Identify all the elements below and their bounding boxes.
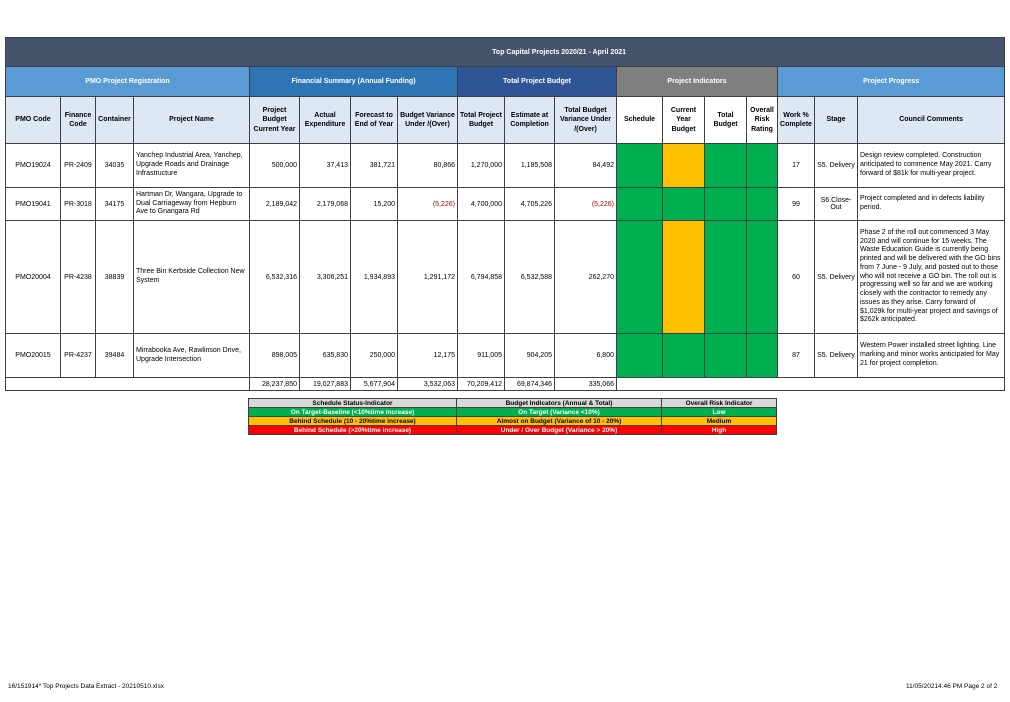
project-budget-cell: 6,532,316: [250, 221, 300, 334]
col-project-budget: Project Budget Current Year: [250, 97, 300, 144]
totals-row: [6, 378, 1005, 391]
actual-expenditure-cell: 3,306,251: [300, 221, 351, 334]
project-name-cell: Three Bin Kerbside Collection New System: [134, 221, 250, 334]
total-project-budget-cell: 911,005: [458, 334, 505, 378]
legend-risk-header: Overall Risk Indicator: [662, 399, 777, 408]
legend-schedule-header: Schedule Status-Indicator: [249, 399, 457, 408]
container-cell: 34035: [96, 144, 134, 188]
group-financial-summary: Financial Summary (Annual Funding): [250, 67, 458, 97]
risk-indicator: [747, 221, 778, 334]
total-total-variance-sum: 335,066: [555, 378, 617, 391]
finance-code-cell: PR-3018: [61, 188, 96, 221]
estimate-completion-cell: 1,185,508: [505, 144, 555, 188]
actual-expenditure-cell: 2,179,068: [300, 188, 351, 221]
comments-cell: Design review completed. Construction anticipated to commence May 2021. Carry forward of $81k for multi-year project.: [858, 144, 1005, 188]
legend-budget-red: Under / Over Budget (Variance > 20%): [457, 426, 662, 435]
footer-date-page: 11/05/20214:46 PM Page 2 of 2: [906, 683, 998, 690]
total-project-budget-sum: 28,237,850: [250, 378, 300, 391]
col-schedule: Schedule: [617, 97, 663, 144]
project-name-cell: Yanchep Industrial Area, Yanchep, Upgrade Roads and Drainage Infrastructure: [134, 144, 250, 188]
stage-cell: S5. Delivery: [815, 144, 858, 188]
estimate-completion-cell: 6,532,588: [505, 221, 555, 334]
schedule-indicator: [617, 188, 663, 221]
col-actual-expenditure: Actual Expenditure: [300, 97, 351, 144]
total-budget-indicator: [705, 144, 747, 188]
total-project-budget-cell: 1,270,000: [458, 144, 505, 188]
total-project-budget-cell: 4,700,000: [458, 188, 505, 221]
risk-indicator: [747, 188, 778, 221]
group-indicators: Project Indicators: [617, 67, 778, 97]
col-estimate-completion: Estimate at Completion: [505, 97, 555, 144]
project-budget-cell: 2,189,042: [250, 188, 300, 221]
container-cell: 34175: [96, 188, 134, 221]
col-work-complete: Work % Complete: [778, 97, 815, 144]
col-forecast: Forecast to End of Year: [351, 97, 398, 144]
col-council-comments: Council Comments: [858, 97, 1005, 144]
forecast-cell: 15,200: [351, 188, 398, 221]
col-overall-risk: Overall Risk Rating: [747, 97, 778, 144]
project-name-cell: Hartman Dr, Wangara, Upgrade to Dual Carriageway from Hepburn Ave to Gnangara Rd: [134, 188, 250, 221]
current-year-budget-indicator: [663, 334, 705, 378]
work-complete-cell: 99: [778, 188, 815, 221]
estimate-completion-cell: 4,705,226: [505, 188, 555, 221]
schedule-indicator: [617, 144, 663, 188]
total-budget-variance-sum: 3,532,063: [398, 378, 458, 391]
totals-spacer-right: [617, 378, 1005, 391]
column-header-row: [6, 97, 1005, 144]
finance-code-cell: PR-4238: [61, 221, 96, 334]
container-cell: 39484: [96, 334, 134, 378]
work-complete-cell: 87: [778, 334, 815, 378]
title-row: [6, 38, 1005, 67]
estimate-completion-cell: 904,205: [505, 334, 555, 378]
col-stage: Stage: [815, 97, 858, 144]
col-project-name: Project Name: [134, 97, 250, 144]
legend-amber-row: [249, 417, 777, 426]
legend-schedule-amber: Behind Schedule (10 - 20%time increase): [249, 417, 457, 426]
col-current-year-budget: Current Year Budget: [663, 97, 705, 144]
budget-variance-cell: 80,866: [398, 144, 458, 188]
total-budget-indicator: [705, 221, 747, 334]
budget-variance-cell: 12,175: [398, 334, 458, 378]
footer-file-reference: 16/151914* Top Projects Data Extract - 20210510.xlsx: [8, 683, 164, 690]
col-container: Container: [96, 97, 134, 144]
actual-expenditure-cell: 37,413: [300, 144, 351, 188]
col-pmo-code: PMO Code: [6, 97, 61, 144]
budget-variance-cell: 1,291,172: [398, 221, 458, 334]
col-finance-code: Finance Code: [61, 97, 96, 144]
total-actual-expenditure-sum: 19,027,883: [300, 378, 351, 391]
col-total-variance: Total Budget Variance Under /(Over): [555, 97, 617, 144]
forecast-cell: 381,721: [351, 144, 398, 188]
capital-projects-table: [5, 37, 1005, 391]
work-complete-cell: 60: [778, 221, 815, 334]
legend-budget-green: On Target (Variance <10%): [457, 408, 662, 417]
current-year-budget-indicator: [663, 188, 705, 221]
work-complete-cell: 17: [778, 144, 815, 188]
indicator-legend: [248, 398, 777, 435]
current-year-budget-indicator: [663, 144, 705, 188]
legend-risk-high: High: [662, 426, 777, 435]
total-estimate-completion-sum: 69,874,346: [505, 378, 555, 391]
pmo-code-cell: PMO19024: [6, 144, 61, 188]
table-row: [6, 221, 1005, 334]
table-row: [6, 334, 1005, 378]
container-cell: 38839: [96, 221, 134, 334]
project-budget-cell: 898,005: [250, 334, 300, 378]
legend-red-row: [249, 426, 777, 435]
project-budget-cell: 500,000: [250, 144, 300, 188]
budget-variance-cell: (5,226): [398, 188, 458, 221]
legend-risk-medium: Medium: [662, 417, 777, 426]
comments-cell: Western Power installed street lighting. Line marking and minor works anticipated for May 21 for project completion.: [858, 334, 1005, 378]
total-variance-cell: 6,800: [555, 334, 617, 378]
legend-budget-header: Budget Indicators (Annual & Total): [457, 399, 662, 408]
comments-cell: Project completed and in defects liability period.: [858, 188, 1005, 221]
total-variance-cell: 84,492: [555, 144, 617, 188]
risk-indicator: [747, 334, 778, 378]
total-variance-cell: (5,226): [555, 188, 617, 221]
group-progress: Project Progress: [778, 67, 1005, 97]
group-header-row: [6, 67, 1005, 97]
total-budget-indicator: [705, 334, 747, 378]
legend-header-row: [249, 399, 777, 408]
stage-cell: S5. Delivery: [815, 221, 858, 334]
stage-cell: S6.Close-Out: [815, 188, 858, 221]
pmo-code-cell: PMO20004: [6, 221, 61, 334]
project-name-cell: Mirrabooka Ave, Rawlinson Drive, Upgrade Intersection: [134, 334, 250, 378]
totals-spacer: [6, 378, 250, 391]
legend-schedule-green: On Target-Baseline (<10%time increase): [249, 408, 457, 417]
comments-cell: Phase 2 of the roll out commenced 3 May 2020 and will continue for 15 weeks. The Waste Education Guide is currently being printed and will be delivered with the GO bins from 7 June - 9 July, and posted out to those who will not receive a GO bin. The roll out is progressing well so far and we are working closely with the contractor to remedy any issues as they arise. Carry forward of $1,029k for multi-year project and savings of $262k anticipated.: [858, 221, 1005, 334]
forecast-cell: 250,000: [351, 334, 398, 378]
report-title: Top Capital Projects 2020/21 - April 2021: [6, 38, 1005, 67]
stage-cell: S5. Delivery: [815, 334, 858, 378]
forecast-cell: 1,934,893: [351, 221, 398, 334]
schedule-indicator: [617, 334, 663, 378]
table-row: [6, 144, 1005, 188]
total-forecast-sum: 5,677,904: [351, 378, 398, 391]
table-row: [6, 188, 1005, 221]
legend-green-row: [249, 408, 777, 417]
total-budget-indicator: [705, 188, 747, 221]
schedule-indicator: [617, 221, 663, 334]
legend-risk-low: Low: [662, 408, 777, 417]
finance-code-cell: PR-2409: [61, 144, 96, 188]
actual-expenditure-cell: 635,830: [300, 334, 351, 378]
total-project-budget-cell: 6,794,858: [458, 221, 505, 334]
total-variance-cell: 262,270: [555, 221, 617, 334]
pmo-code-cell: PMO20015: [6, 334, 61, 378]
legend-schedule-red: Behind Schedule (>20%time increase): [249, 426, 457, 435]
finance-code-cell: PR-4237: [61, 334, 96, 378]
legend-budget-amber: Almost on Budget (Variance of 10 - 20%): [457, 417, 662, 426]
group-registration: PMO Project Registration: [6, 67, 250, 97]
pmo-code-cell: PMO19041: [6, 188, 61, 221]
total-total-project-budget-sum: 70,209,412: [458, 378, 505, 391]
col-total-budget: Total Budget: [705, 97, 747, 144]
current-year-budget-indicator: [663, 221, 705, 334]
risk-indicator: [747, 144, 778, 188]
group-total-budget: Total Project Budget: [458, 67, 617, 97]
col-total-project-budget: Total Project Budget: [458, 97, 505, 144]
col-budget-variance: Budget Variance Under /(Over): [398, 97, 458, 144]
